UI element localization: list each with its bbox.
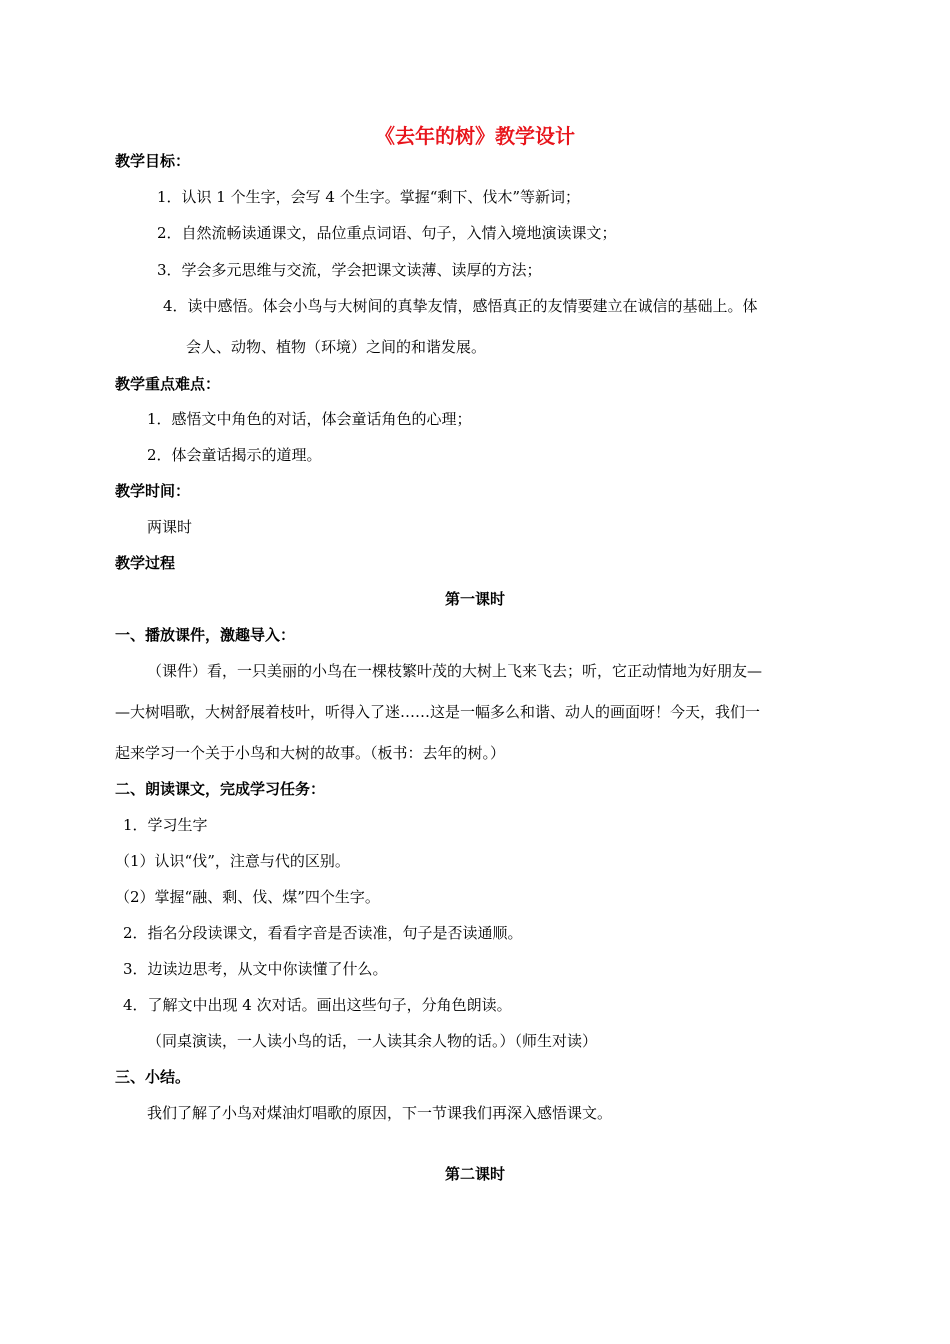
section1-line: —大树唱歌，大树舒展着枝叶，听得入了迷……这是一幅多么和谐、动人的画面呀！今天，我们一: [115, 703, 761, 721]
section2-item: （同桌演读，一人读小鸟的话，一人读其余人物的话。）（师生对读）: [147, 1032, 598, 1050]
time-heading: 教学时间：: [115, 482, 191, 500]
section2-item: 2．指名分段读课文，看看字音是否读准，句子是否读通顺。: [123, 924, 523, 942]
document-title: 《去年的树》教学设计: [375, 124, 575, 148]
key-point-item: 1．感悟文中角色的对话，体会童话角色的心理；: [147, 410, 472, 428]
section2-item: （1）认识“伐”，注意与代的区别。: [115, 852, 350, 870]
section2-item: 1．学习生字: [123, 816, 208, 834]
objective-item: 4．读中感悟。体会小鸟与大树间的真挚友情，感悟真正的友情要建立在诚信的基础上。体: [163, 297, 758, 315]
section2-item: 3．边读边思考，从文中你读懂了什么。: [123, 960, 388, 978]
objective-item: 1．认识 1 个生字，会写 4 个生字。掌握“剩下、伐木”等新词；: [157, 188, 581, 206]
key-points-heading: 教学重点难点：: [115, 375, 221, 393]
section1-heading: 一、播放课件，激趣导入：: [115, 626, 296, 644]
key-point-item: 2．体会童话揭示的道理。: [147, 446, 322, 464]
objective-item: 3．学会多元思维与交流，学会把课文读薄、读厚的方法；: [157, 261, 542, 279]
section3-heading: 三、小结。: [115, 1068, 191, 1086]
section2-item: 4．了解文中出现 4 次对话。画出这些句子，分角色朗读。: [123, 996, 512, 1014]
section1-line: 起来学习一个关于小鸟和大树的故事。（板书：去年的树。）: [115, 744, 506, 762]
time-value: 两课时: [147, 518, 193, 536]
lesson1-title: 第一课时: [444, 590, 505, 608]
lesson2-title: 第二课时: [444, 1165, 505, 1183]
objective-item: 会人、动物、植物（环境）之间的和谐发展。: [186, 338, 487, 356]
section1-line: （课件）看，一只美丽的小鸟在一棵枝繁叶茂的大树上飞来飞去；听，它正动情地为好朋友—: [147, 662, 763, 680]
objective-item: 2．自然流畅读通课文，品位重点词语、句子，入情入境地演读课文；: [157, 224, 617, 242]
section2-item: （2）掌握“融、剩、伐、煤”四个生字。: [115, 888, 380, 906]
objectives-heading: 教学目标：: [115, 152, 191, 170]
section3-text: 我们了解了小鸟对煤油灯唱歌的原因，下一节课我们再深入感悟课文。: [147, 1104, 613, 1122]
process-heading: 教学过程: [115, 554, 176, 572]
section2-heading: 二、朗读课文，完成学习任务：: [115, 780, 326, 798]
